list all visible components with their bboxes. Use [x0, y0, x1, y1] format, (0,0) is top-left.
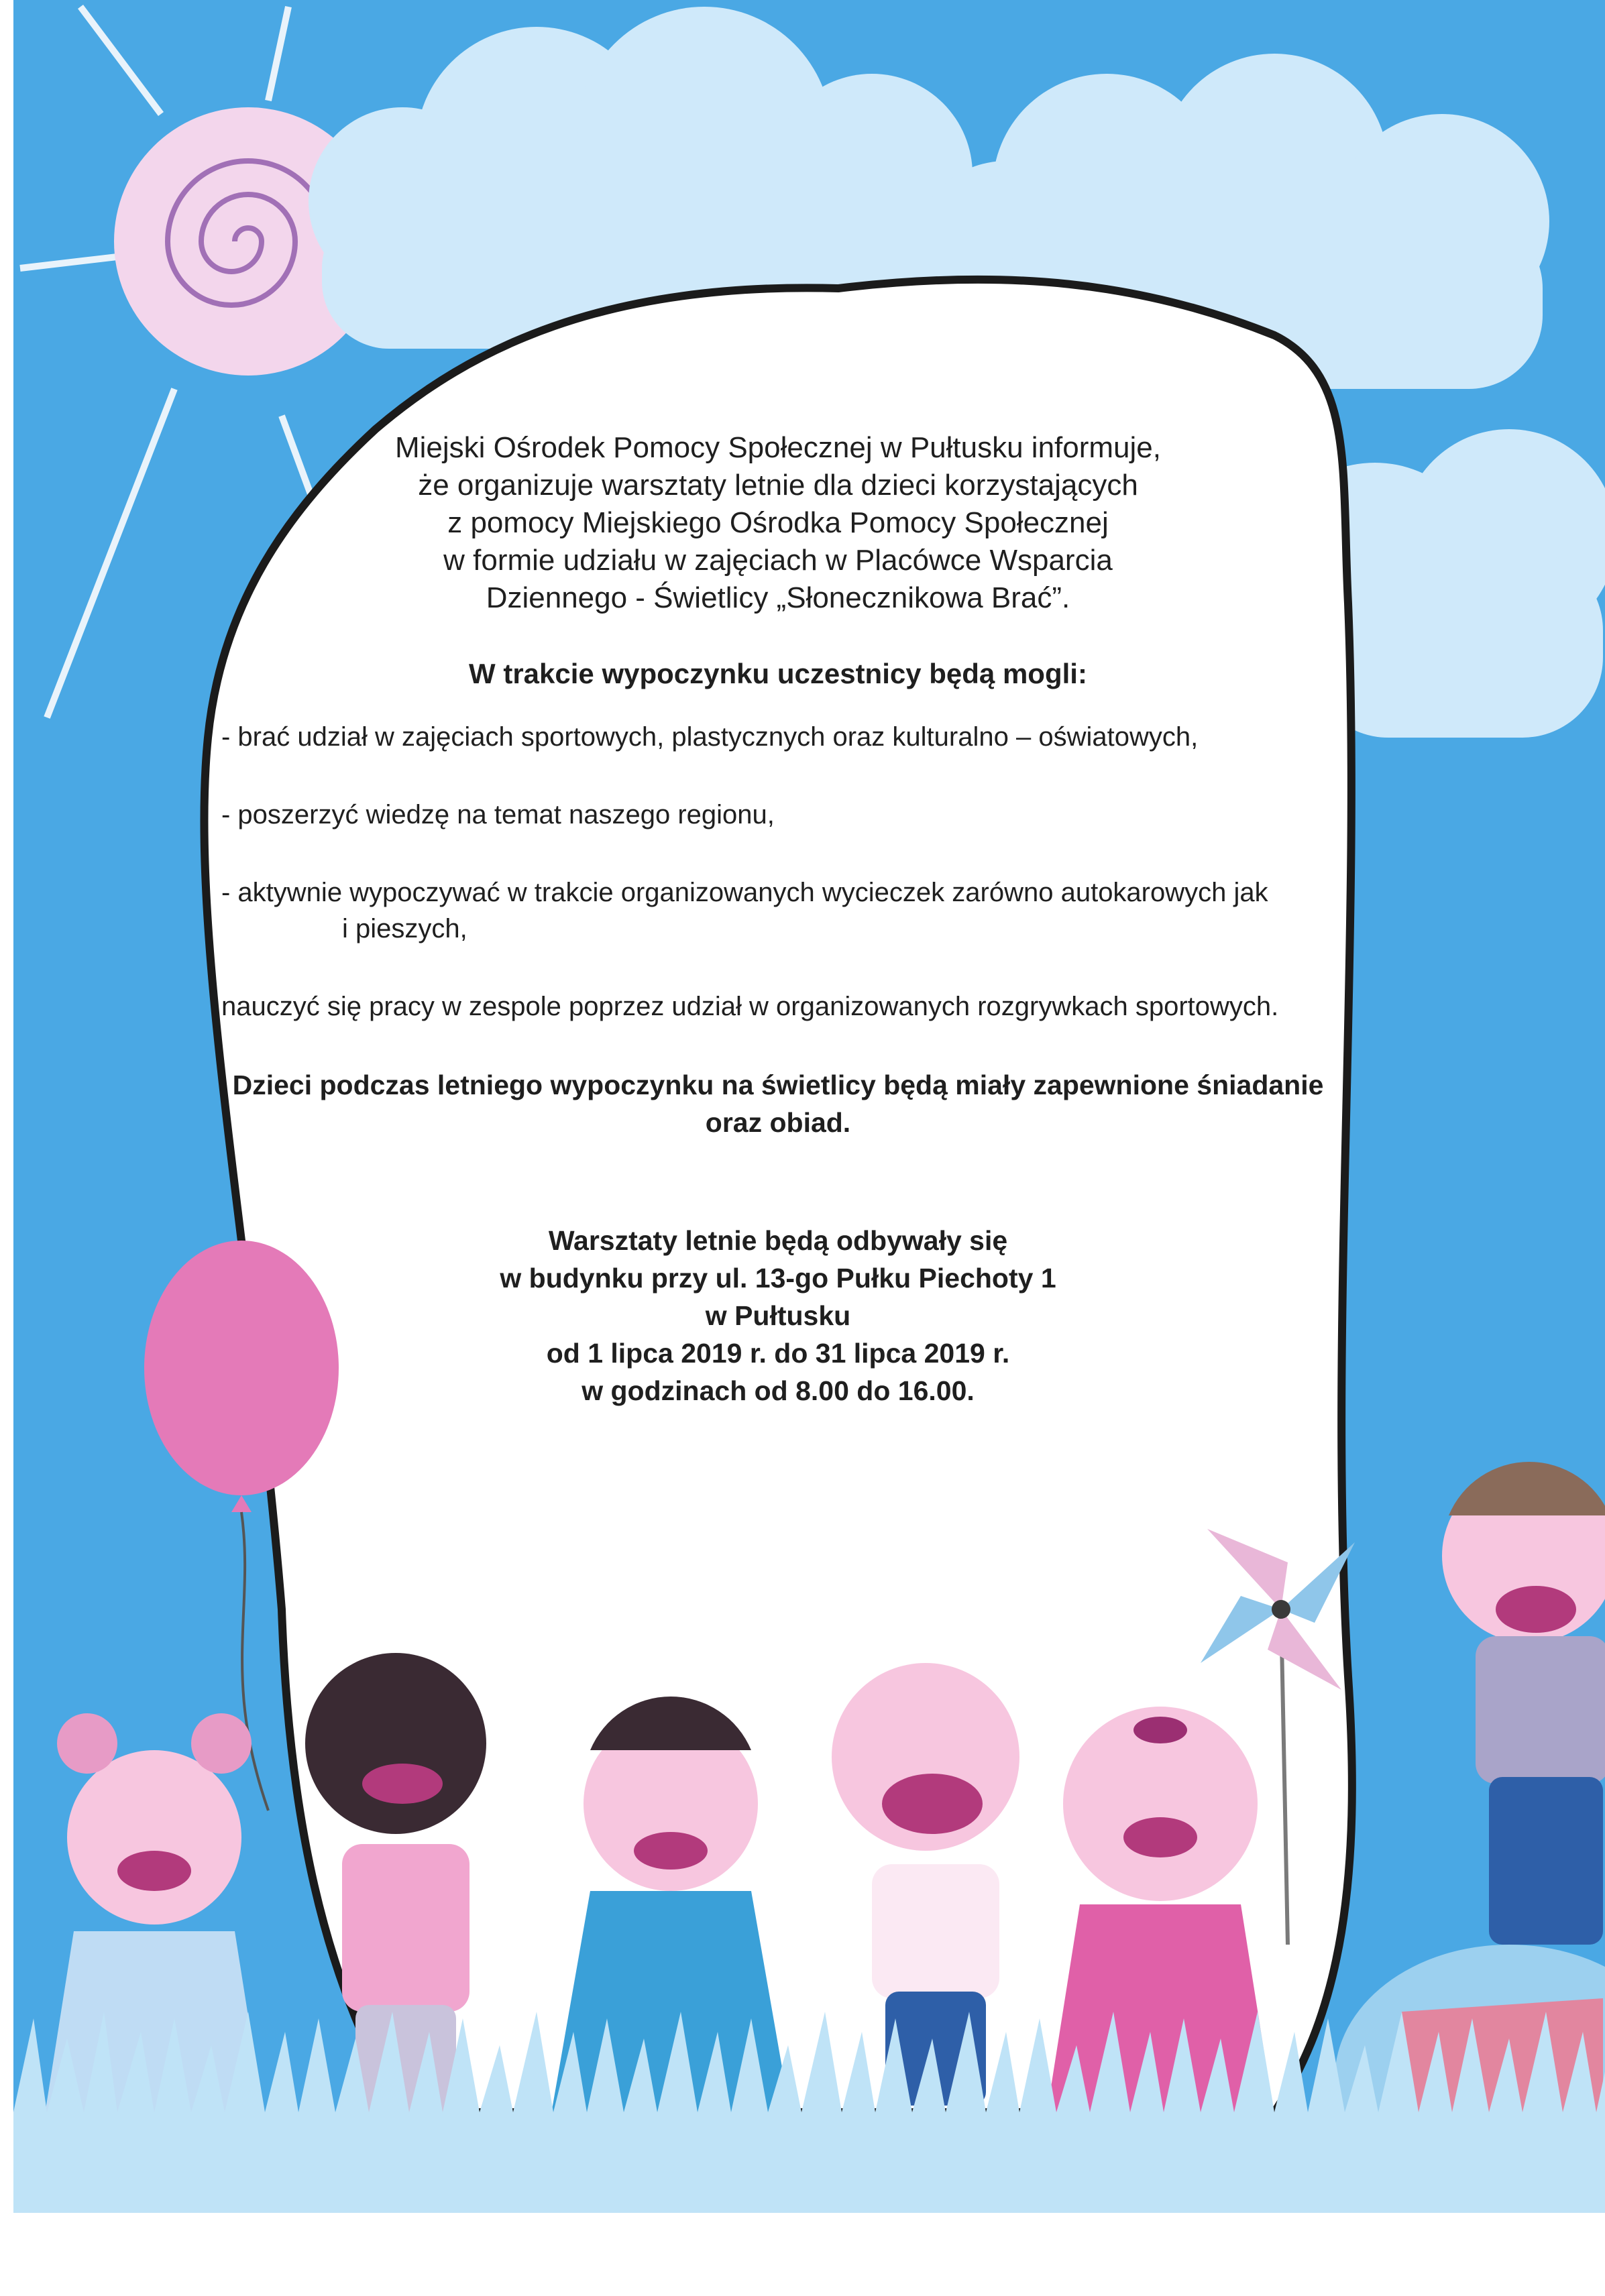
meals-info: [221, 1066, 1335, 1141]
activities-list: [221, 719, 1335, 1025]
intro-paragraph: [221, 429, 1335, 617]
meals-line: Dzieci podczas letniego wypoczynku na świetlicy będą miały zapewnione śniadanie: [232, 1070, 1324, 1100]
list-item-text: - brać udział w zajęciach sportowych, plastycznych oraz kulturalno – oświatowych,: [221, 722, 1199, 752]
list-item: [221, 719, 1335, 755]
list-item-text: nauczyć się pracy w zespole poprzez udział w organizowanych rozgrywkach sportowych.: [221, 992, 1279, 1021]
list-item-text: - poszerzyć wiedzę na temat naszego regionu,: [221, 800, 775, 829]
list-item: [221, 874, 1335, 947]
intro-line: z pomocy Miejskiego Ośrodka Pomocy Społecznej: [447, 506, 1109, 539]
list-item: [221, 988, 1335, 1025]
meals-line: oraz obiad.: [705, 1107, 851, 1138]
venue-hours: w godzinach od 8.00 do 16.00.: [582, 1375, 975, 1406]
activities-heading: W trakcie wypoczynku uczestnicy będą mogli:: [469, 658, 1087, 689]
venue-address: w budynku przy ul. 13-go Pułku Piechoty 1: [500, 1263, 1056, 1294]
venue-city: w Pułtusku: [705, 1300, 851, 1331]
venue-line: Warsztaty letnie będą odbywały się: [548, 1225, 1008, 1256]
venue-info: [221, 1222, 1335, 1410]
announcement-text: [221, 429, 1335, 1410]
intro-line: w formie udziału w zajęciach w Placówce Wsparcia: [443, 544, 1113, 577]
list-item: [221, 797, 1335, 833]
list-item-text: - aktywnie wypoczywać w trakcie organizowanych wycieczek zarówno autokarowych jak: [221, 878, 1268, 907]
intro-line: Miejski Ośrodek Pomocy Społecznej w Pułtusku informuje,: [394, 431, 1161, 464]
intro-line: Dziennego - Świetlicy „Słonecznikowa Brać”.: [486, 581, 1070, 614]
venue-dates: od 1 lipca 2019 r. do 31 lipca 2019 r.: [546, 1338, 1010, 1369]
intro-line: że organizuje warsztaty letnie dla dzieci korzystających: [418, 469, 1138, 502]
list-item-continuation: i pieszych,: [342, 914, 467, 943]
